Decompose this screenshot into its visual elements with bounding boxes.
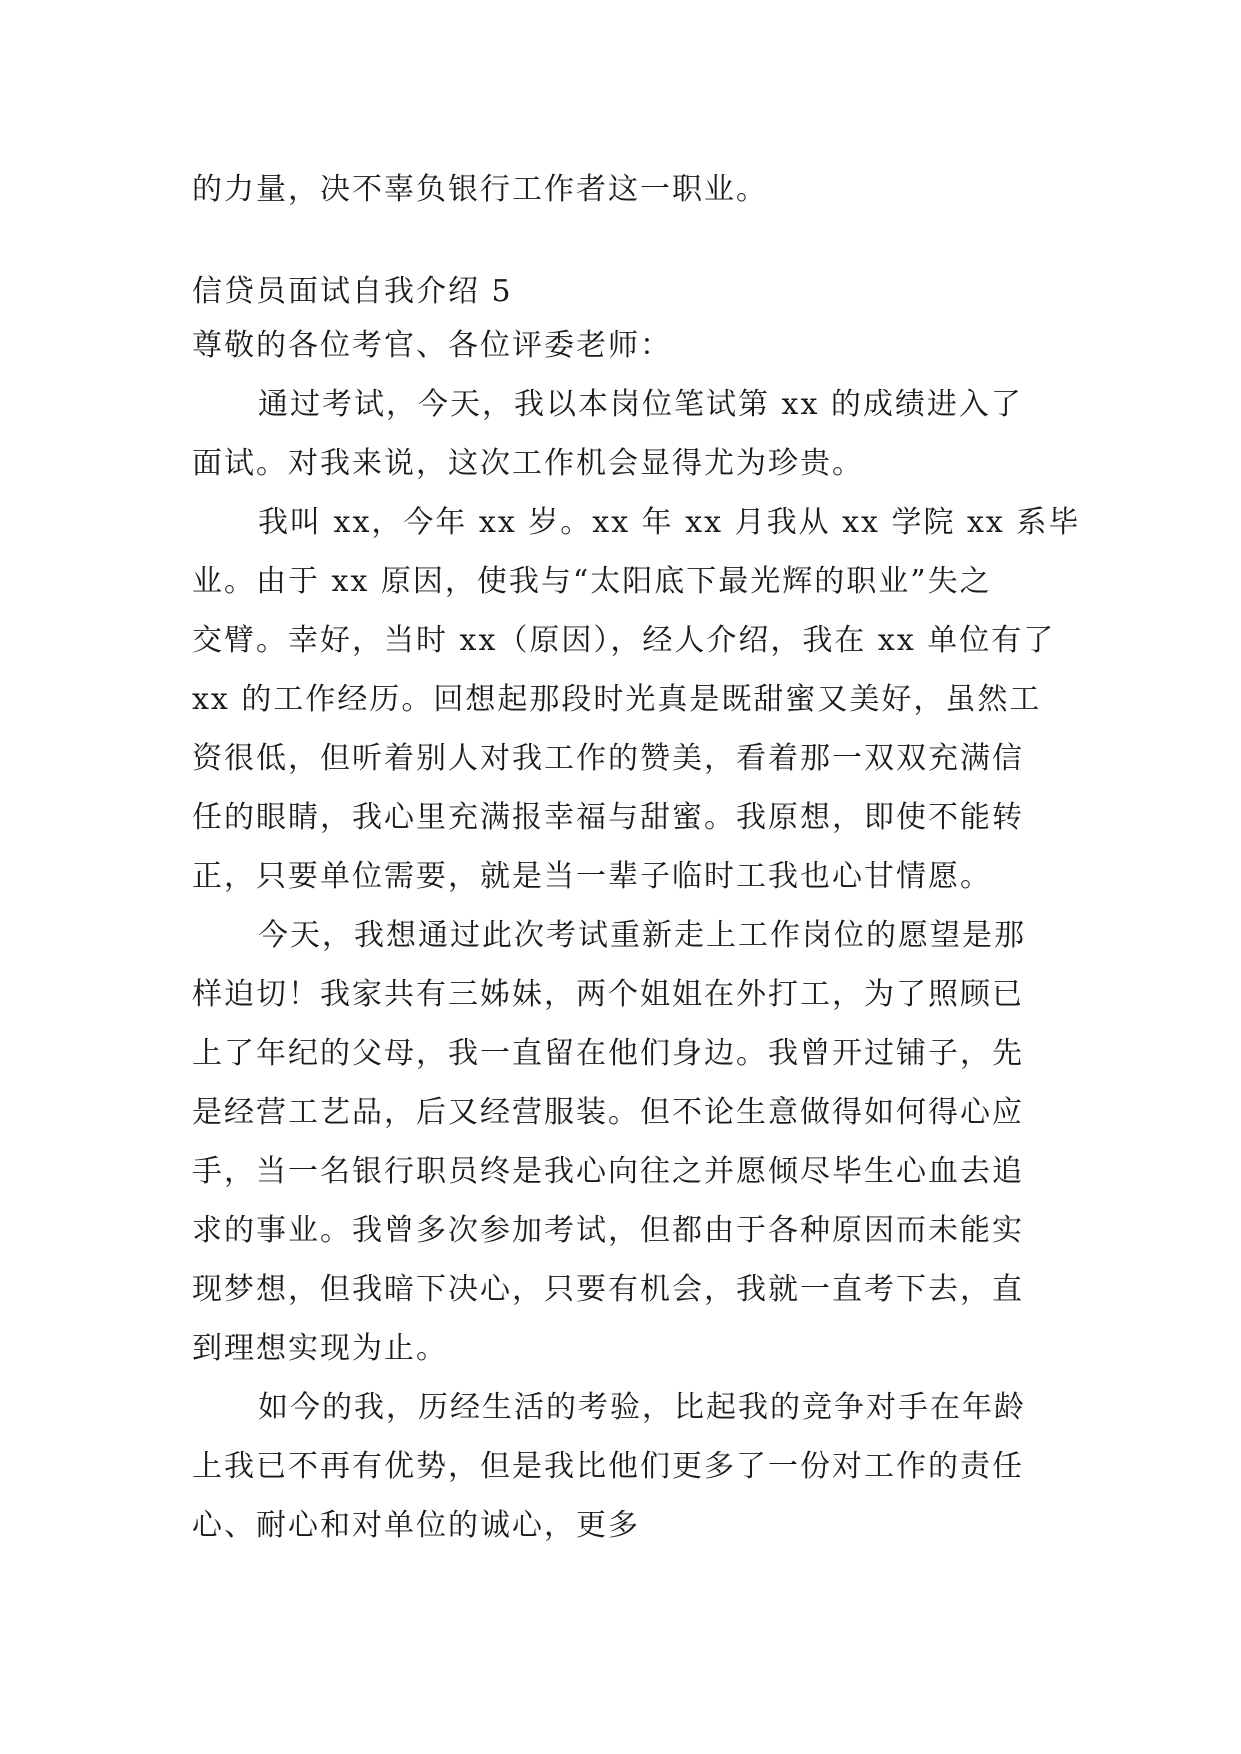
paragraph-line: 上我已不再有优势，但是我比他们更多了一份对工作的责任	[192, 1449, 1024, 1484]
paragraph-line: 交臂。幸好，当时 xx（原因），经人介绍，我在 xx 单位有了	[192, 623, 1056, 658]
paragraph-line: 手，当一名银行职员终是我心向往之并愿倾尽毕生心血去追	[192, 1154, 1024, 1189]
paragraph-line: 样迫切！我家共有三姊妹，两个姐姐在外打工，为了照顾已	[192, 977, 1024, 1012]
paragraph-line: 现梦想，但我暗下决心，只要有机会，我就一直考下去，直	[192, 1272, 1024, 1307]
paragraph-line: 正，只要单位需要，就是当一辈子临时工我也心甘情愿。	[192, 859, 992, 894]
paragraph-line: 到理想实现为止。	[192, 1331, 448, 1366]
paragraph-line: 任的眼睛，我心里充满报幸福与甜蜜。我原想，即使不能转	[192, 800, 1024, 835]
paragraph-line: 心、耐心和对单位的诚心，更多	[192, 1508, 640, 1543]
paragraph-line: 求的事业。我曾多次参加考试，但都由于各种原因而未能实	[192, 1213, 1024, 1248]
section-title: 信贷员面试自我介绍 5	[192, 274, 513, 309]
paragraph-line: 今天，我想通过此次考试重新走上工作岗位的愿望是那	[258, 918, 1026, 953]
paragraph-line: 资很低，但听着别人对我工作的赞美，看着那一双双充满信	[192, 741, 1024, 776]
paragraph-line: 通过考试，今天，我以本岗位笔试第 xx 的成绩进入了	[258, 387, 1023, 422]
paragraph-line: 上了年纪的父母，我一直留在他们身边。我曾开过铺子，先	[192, 1036, 1024, 1071]
paragraph-4	[192, 1378, 1052, 1555]
paragraph-line: 面试。对我来说，这次工作机会显得尤为珍贵。	[192, 446, 864, 481]
salutation: 尊敬的各位考官、各位评委老师：	[192, 328, 672, 363]
paragraph-2	[192, 493, 1081, 906]
paragraph-line: 我叫 xx，今年 xx 岁。xx 年 xx 月我从 xx 学院 xx 系毕	[258, 505, 1081, 540]
paragraph-3	[192, 906, 1052, 1378]
carry-over-line: 的力量，决不辜负银行工作者这一职业。	[192, 172, 768, 207]
paragraph-line: xx 的工作经历。回想起那段时光真是既甜蜜又美好，虽然工	[192, 682, 1042, 717]
paragraph-line: 业。由于 xx 原因，使我与“太阳底下最光辉的职业”失之	[192, 564, 992, 599]
paragraph-line: 是经营工艺品，后又经营服装。但不论生意做得如何得心应	[192, 1095, 1024, 1130]
paragraph-1	[192, 375, 1052, 493]
document-body	[192, 160, 1081, 1555]
paragraph-line: 如今的我，历经生活的考验，比起我的竞争对手在年龄	[258, 1390, 1026, 1425]
